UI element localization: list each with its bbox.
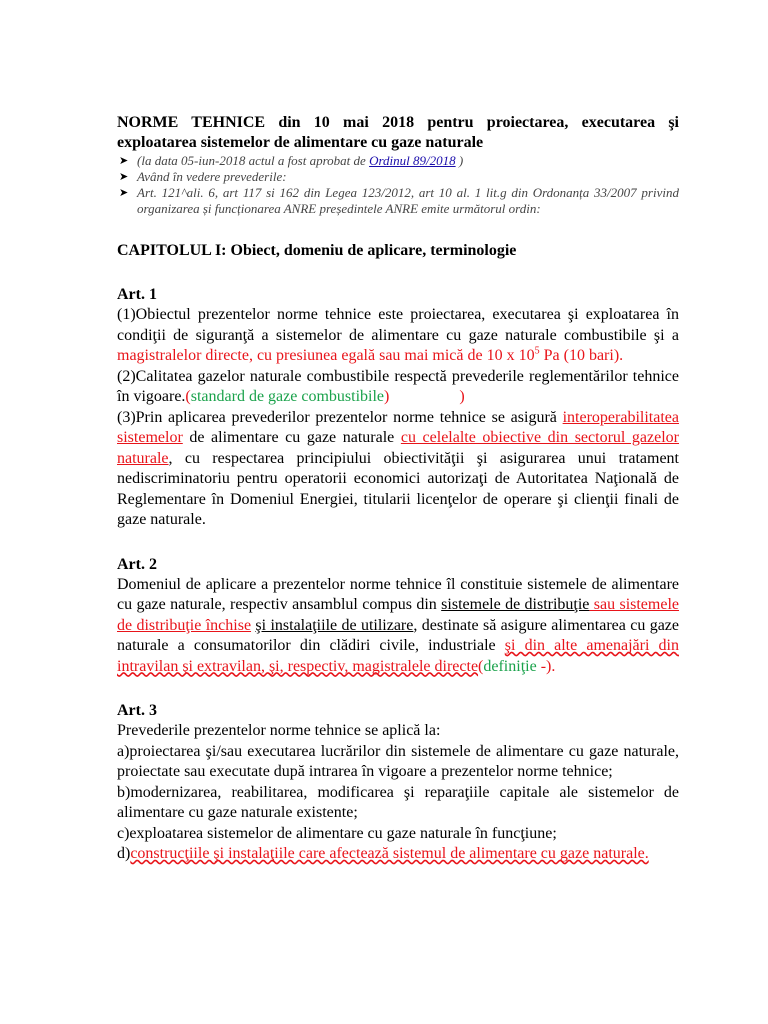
- arrow-bullet-icon: ➤: [119, 171, 129, 183]
- preamble-list: [117, 153, 679, 217]
- article-1-paragraph-3: (3)Prin aplicarea prevederilor prezentelor norme tehnice se asigură interoperabilitatea sistemelor de alimentare cu gaze naturale cu celelalte obiective din sectorul gazelor naturale, cu respectarea principiului obiectivităţii şi asigurarea unui tratament nediscriminatoriu pentru operatorii economici autorizaţi de Autoritatea Naţională de Reglementare în Domeniul Energiei, titularii licenţelor de operare şi clienţii finali de gaze naturale.: [117, 408, 680, 528]
- arrow-bullet-icon: ➤: [119, 187, 129, 199]
- preamble-item-considering: ➤ Având în vedere prevederile:: [119, 169, 287, 184]
- chapter-heading: CAPITOLUL I: Obiect, domeniu de aplicare, terminologie: [117, 242, 517, 259]
- article-3-item-d: d)construcţiile şi instalaţiile care afectează sistemul de alimentare cu gaze naturale.: [117, 845, 649, 862]
- article-3-title: Art. 3: [117, 702, 157, 719]
- document-content: [117, 113, 679, 865]
- arrow-bullet-icon: ➤: [119, 155, 129, 167]
- preamble-item-legal-basis: ➤ Art. 121^ali. 6, art 117 si 162 din Legea 123/2012, art 10 al. 1 lit.g din Ordonanța 33/2007 privind organizarea și funcționarea ANRE președintele ANRE emite următorul ordin:: [119, 185, 679, 216]
- ordin-link[interactable]: Ordinul 89/2018: [369, 153, 456, 168]
- document-title: NORME TEHNICE din 10 mai 2018 pentru proiectarea, executarea şi exploatarea sistemelor de alimentare cu gaze naturale: [117, 114, 679, 151]
- article-3-item-a: a)proiectarea şi/sau executarea lucrărilor din sistemele de alimentare cu gaze naturale, proiectate sau executate după intrarea în vigoare a prezentelor norme tehnice;: [117, 742, 679, 780]
- article-3-intro: Prevederile prezentelor norme tehnice se aplică la:: [117, 722, 441, 739]
- article-2-paragraph: Domeniul de aplicare a prezentelor norme tehnice îl constituie sistemele de alimentare cu gaze naturale, respectiv ansamblul compus din sistemele de distribuţie sau sistemele de distribuţie închise şi instalaţiile de utilizare, destinate să asigure alimentarea cu gaze naturale a consumatorilor din clădiri civile, industriale şi din alte amenajări din intravilan şi extravilan, şi, respectiv, magistralele directe(definiţie -).: [117, 575, 680, 675]
- article-2-title: Art. 2: [117, 555, 157, 573]
- article-1-paragraph-2: (2)Calitatea gazelor naturale combustibile respectă prevederile reglementărilor tehnice în vigoare.(standard de gaze combustibile) ): [117, 367, 679, 405]
- article-3-item-c: c)exploatarea sistemelor de alimentare cu gaze naturale în funcţiune;: [117, 824, 557, 842]
- article-1-title: Art. 1: [117, 286, 157, 303]
- article-1-paragraph-1: (1)Obiectul prezentelor norme tehnice este proiectarea, executarea şi exploatarea în condiţii de siguranţă a sistemelor de alimentare cu gaze naturale combustibile şi a magistralelor directe, cu presiunea egală sau mai mică de 10 x $10^5$ Pa (10 bari).: [117, 306, 679, 364]
- article-3-item-b: b)modernizarea, reabilitarea, modificarea şi reparaţiile capitale ale sistemelor de alimentare cu gaze naturale existente;: [117, 783, 679, 821]
- preamble-item-approval: ➤ (la data 05-iun-2018 actul a fost aprobat de Ordinul 89/2018 ): [119, 153, 464, 168]
